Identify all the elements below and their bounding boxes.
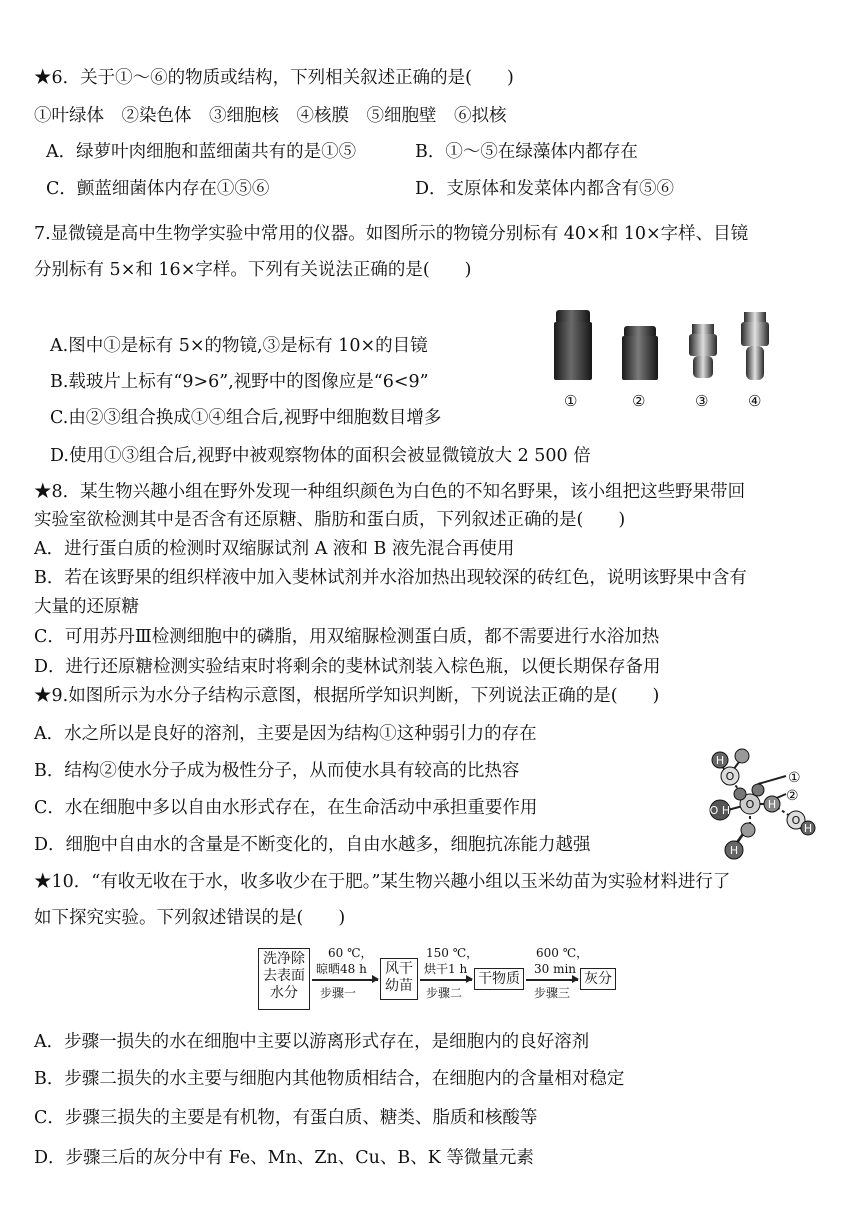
q9-stem: ★9.如图所示为水分子结构示意图，根据所学知识判断，下列说法正确的是( ) [34,686,660,706]
lens-label-4: ④ [748,392,762,410]
q7-option-a: A.图中①是标有 5×的物镜,③是标有 10×的目镜 [50,336,428,356]
q8-option-b-line2: 大量的还原糖 [34,597,139,617]
flow-arrow-1 [312,979,378,981]
q8-option-a: A．进行蛋白质的检测时双缩脲试剂 A 液和 B 液先混合再使用 [34,539,515,559]
flow-arrow-2 [420,979,472,981]
objective-lens-4-image [738,312,772,382]
mol-h-label: H [715,754,725,767]
q8-option-c: C．可用苏丹Ⅲ检测细胞中的磷脂，用双缩脲检测蛋白质，都不需要进行水浴加热 [34,627,660,647]
svg-text:O: O [725,770,735,783]
objective-lens-3-image [686,324,720,382]
svg-text:O: O [745,798,755,811]
flow-step-wash-box: 洗净除 去表面 水分 [258,948,310,1010]
lens-figure [548,312,788,412]
lens-label-1: ① [564,392,578,410]
q10-stem-line1: ★10．“有收无收在于水，收多收少在于肥。”某生物兴趣小组以玉米幼苗为实验材料进行了 [34,872,731,892]
lens-label-3: ③ [695,392,709,410]
q10-stem-line2: 如下探究实验。下列叙述错误的是( ) [34,908,346,928]
q7-option-b: B.载玻片上标有“9>6”,视野中的图像应是“6<9” [50,372,429,392]
svg-text:O: O [791,814,801,827]
experiment-flow-diagram: 洗净除 去表面 水分 60 ℃， 晾晒48 h 步骤一 风干 幼苗 150 ℃， 烘干1 h 步骤二 干物质 600 ℃， 30 min 步骤三 灰分 [258,944,628,1024]
q7-stem-line1: 7.显微镜是高中生物学实验中常用的仪器。如图所示的物镜分别标有 40×和 10×字样、目镜 [34,224,749,244]
q6-stem: ★6．关于①～⑥的物质或结构，下列相关叙述正确的是( ) [34,68,514,88]
svg-text:H: H [803,822,813,835]
q7-option-c: C.由②③组合换成①④组合后,视野中细胞数目增多 [50,408,442,428]
q6-option-a: A．绿萝叶肉细胞和蓝细菌共有的是①⑤ [46,142,357,162]
eyepiece-lens-2-image [620,326,660,382]
q10-option-b: B．步骤二损失的水主要与细胞内其他物质相结合，在细胞内的含量相对稳定 [34,1069,625,1089]
q7-option-d: D.使用①③组合后,视野中被观察物体的面积会被显微镜放大 2 500 倍 [50,446,591,466]
svg-text:H: H [729,844,739,857]
q9-option-d: D．细胞中自由水的含量是不断变化的，自由水越多，细胞抗冻能力越强 [34,835,591,855]
flow-step-ash-box: 灰分 [580,968,616,990]
q9-option-c: C．水在细胞中多以自由水形式存在，在生命活动中承担重要作用 [34,798,538,818]
q8-option-b-line1: B．若在该野果的组织样液中加入斐林试剂并水浴加热出现较深的砖红色，说明该野果中含有 [34,568,747,588]
svg-text:H: H [767,798,777,811]
q9-option-a: A．水之所以是良好的溶剂，主要是因为结构①这种弱引力的存在 [34,724,537,744]
eyepiece-lens-1-image [552,310,594,382]
q7-stem-line2: 分别标有 5×和 16×字样。下列有关说法正确的是( ) [34,260,472,280]
water-molecule-figure [690,738,830,863]
q8-stem-line1: ★8．某生物兴趣小组在野外发现一种组织颜色为白色的不知名野果，该小组把这些野果带回 [34,482,746,502]
structure-label-1: ① [788,770,801,786]
lens-label-2: ② [632,392,646,410]
q10-option-c: C．步骤三损失的主要是有机物，有蛋白质、糖类、脂质和核酸等 [34,1108,538,1128]
q8-stem-line2: 实验室欲检测其中是否含有还原糖、脂肪和蛋白质，下列叙述正确的是( ) [34,510,626,530]
svg-text:O: O [709,804,719,817]
q6-option-b: B．①～⑤在绿藻体内都存在 [415,142,638,162]
q8-option-d: D．进行还原糖检测实验结束时将剩余的斐林试剂装入棕色瓶，以便长期保存备用 [34,657,661,677]
flow-step-dry-matter-box: 干物质 [474,968,524,990]
q9-option-b: B．结构②使水分子成为极性分子，从而使水具有较高的比热容 [34,761,520,781]
flow-step-dry-seedling-box: 风干 幼苗 [380,958,418,1000]
q10-option-d: D．步骤三后的灰分中有 Fe、Mn、Zn、Cu、B、K 等微量元素 [34,1148,534,1168]
structure-label-2: ② [786,788,799,804]
q6-option-d: D．支原体和发菜体内都含有⑤⑥ [415,179,675,199]
flow-arrow-3 [526,979,578,981]
q6-items: ①叶绿体 ②染色体 ③细胞核 ④核膜 ⑤细胞壁 ⑥拟核 [34,106,507,126]
q10-option-a: A．步骤一损失的水在细胞中主要以游离形式存在，是细胞内的良好溶剂 [34,1032,590,1052]
svg-text:H: H [721,804,731,817]
q6-option-c: C．颤蓝细菌体内存在①⑤⑥ [46,179,270,199]
